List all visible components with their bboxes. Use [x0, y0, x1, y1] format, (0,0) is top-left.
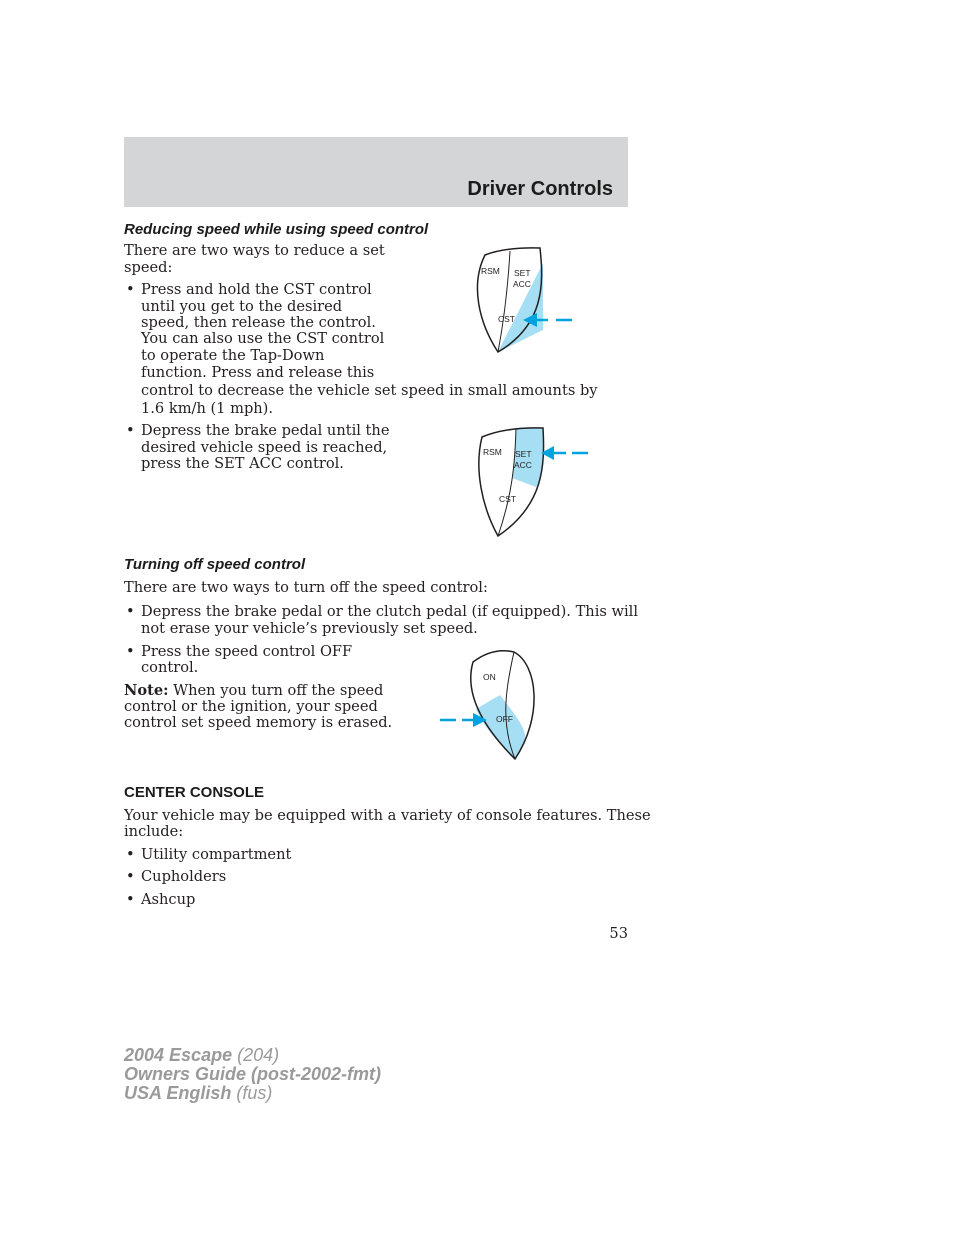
footer-model: 2004 Escape — [124, 1045, 233, 1065]
bullet-text-line: to operate the Tap-Down — [141, 347, 325, 364]
bullet-text-line: function. Press and release this — [141, 364, 375, 381]
bullet-text-line: Press the speed control OFF — [141, 643, 353, 660]
section-heading-turning-off: Turning off speed control — [124, 556, 306, 573]
set-label: SET — [515, 449, 532, 459]
section-heading-reducing-speed: Reducing speed while using speed control — [124, 221, 429, 238]
section-heading-center-console: CENTER CONSOLE — [124, 784, 265, 801]
bullet-marker: • — [126, 603, 135, 620]
intro-line: include: — [124, 823, 184, 840]
bullet-marker: • — [126, 868, 135, 885]
bullet-text-line: Depress the brake pedal until the — [141, 422, 390, 439]
bullet-text-line: speed, then release the control. — [141, 314, 376, 331]
speed-control-cst-figure — [470, 245, 580, 360]
intro-line: There are two ways to turn off the speed control: — [124, 579, 488, 596]
intro-line: Your vehicle may be equipped with a variety of console features. These — [124, 807, 651, 824]
footer-line — [124, 1046, 381, 1065]
list-item: Cupholders — [141, 868, 227, 885]
note-line: control or the ignition, your speed — [124, 698, 378, 715]
control-divider — [498, 428, 516, 536]
bullet-text-line: 1.6 km/h (1 mph). — [141, 400, 274, 417]
bullet-marker: • — [126, 281, 135, 298]
set-label: SET — [514, 268, 531, 278]
bullet-text-line: Depress the brake pedal or the clutch pedal (if equipped). This will — [141, 603, 638, 620]
list-item: Utility compartment — [141, 846, 292, 863]
footer-language-code: (fus) — [231, 1083, 273, 1103]
intro-line: speed: — [124, 259, 173, 276]
page-number: 53 — [609, 925, 628, 942]
bullet-text-line: not erase your vehicle’s previously set speed. — [141, 620, 478, 637]
rsm-label: RSM — [481, 266, 500, 276]
bullet-marker: • — [126, 846, 135, 863]
bullet-text-line: desired vehicle speed is reached, — [141, 439, 388, 456]
cst-label: CST — [499, 494, 516, 504]
footer-model-code: (204) — [232, 1045, 280, 1065]
footer-line — [124, 1084, 381, 1103]
note-text: When you turn off the speed — [168, 682, 384, 699]
footer-language: USA English — [124, 1083, 232, 1103]
on-label: ON — [483, 672, 496, 682]
off-highlight — [476, 695, 525, 759]
bullet-marker: • — [126, 891, 135, 908]
bullet-text-line: control. — [141, 659, 199, 676]
bullet-text-line: until you get to the desired — [141, 298, 343, 315]
cst-label: CST — [498, 314, 515, 324]
bullet-text-line: Press and hold the CST control — [141, 281, 372, 298]
speed-control-set-acc-figure — [476, 425, 596, 540]
bullet-marker: • — [126, 643, 135, 660]
acc-label: ACC — [513, 279, 531, 289]
acc-label: ACC — [514, 460, 532, 470]
rsm-label: RSM — [483, 447, 502, 457]
intro-line: There are two ways to reduce a set — [124, 242, 385, 259]
bullet-marker: • — [126, 422, 135, 439]
header-bar — [124, 137, 628, 207]
note-label: Note: — [124, 682, 169, 699]
document-footer — [124, 1046, 381, 1103]
bullet-text-line: You can also use the CST control — [141, 330, 385, 347]
bullet-text-line: press the SET ACC control. — [141, 455, 344, 472]
note-line: control set speed memory is erased. — [124, 714, 393, 731]
list-item: Ashcup — [141, 891, 196, 908]
off-label: OFF — [496, 714, 513, 724]
speed-control-off-figure — [438, 647, 543, 765]
footer-line: Owners Guide (post-2002-fmt) — [124, 1064, 382, 1084]
page-title: Driver Controls — [467, 178, 613, 200]
bullet-text-line: control to decrease the vehicle set speed in small amounts by — [141, 382, 598, 399]
